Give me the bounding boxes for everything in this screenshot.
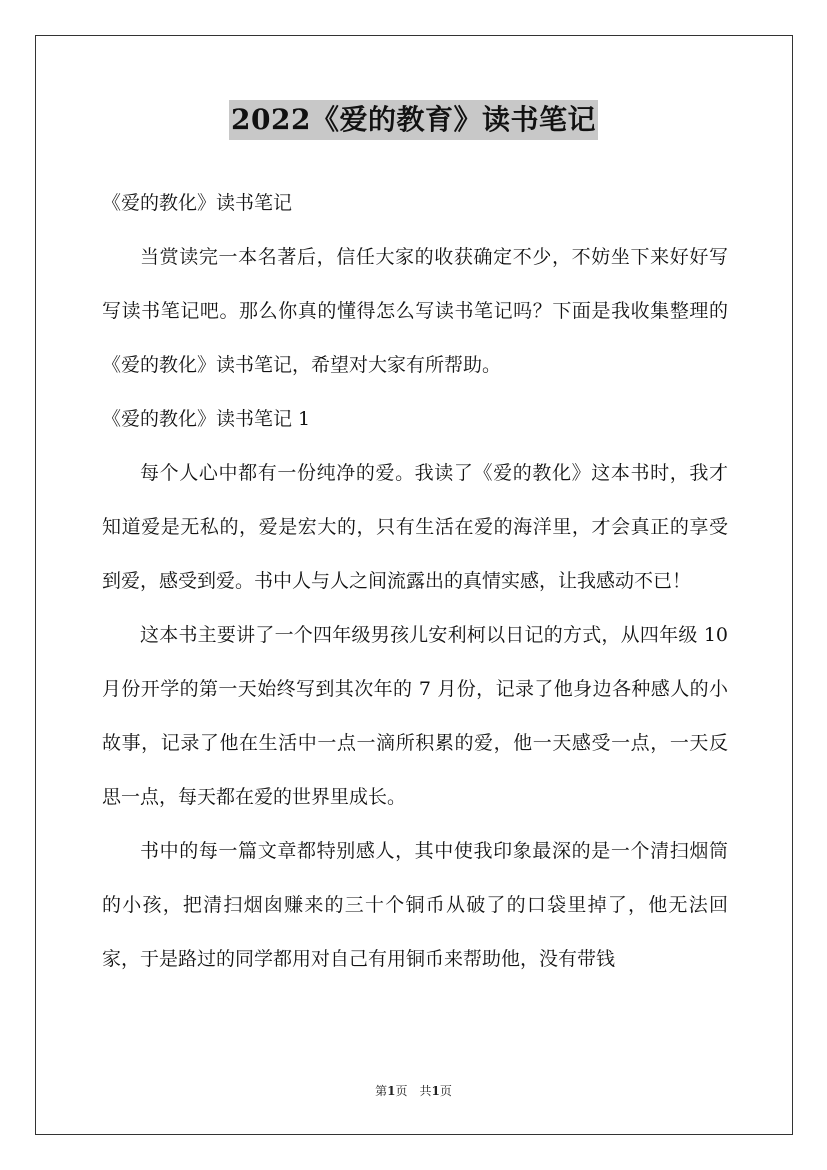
body-paragraph-3: 书中的每一篇文章都特别感人，其中使我印象最深的是一个清扫烟筒的小孩，把清扫烟囱赚来的三十个铜币从破了的口袋里掉了，他无法回家，于是路过的同学都用对自己有用铜币来帮助他，没有带钱 xyxy=(102,840,728,970)
intro-paragraph: 当赏读完一本名著后，信任大家的收获确定不少，不妨坐下来好好写写读书笔记吧。那么你真的懂得怎么写读书笔记吗？下面是我收集整理的《爱的教化》读书笔记，希望对大家有所帮助。 xyxy=(102,246,728,376)
intro-heading: 《爱的教化》读书笔记 xyxy=(102,192,293,214)
body-paragraph-2: 这本书主要讲了一个四年级男孩儿安利柯以日记的方式，从四年级 10 月份开学的第一天始终写到其次年的 7 月份，记录了他身边各种感人的小故事，记录了他在生活中一点一滴所积累的爱，他一天感受一点，一天反思一点，每天都在爱的世界里成长。 xyxy=(102,624,728,808)
section-heading-1: 《爱的教化》读书笔记 1 xyxy=(102,408,311,430)
page-footer xyxy=(0,1082,827,1099)
page-suffix: 页 xyxy=(439,1084,452,1098)
title-container xyxy=(0,100,827,140)
page-prefix: 第 xyxy=(375,1084,388,1098)
document-body xyxy=(102,176,728,986)
page-current: 1 xyxy=(387,1084,396,1098)
document-title: 2022《爱的教育》读书笔记 xyxy=(229,100,598,140)
page-total: 1 xyxy=(431,1084,440,1098)
page-mid: 页 共 xyxy=(395,1084,432,1098)
body-paragraph-1: 每个人心中都有一份纯净的爱。我读了《爱的教化》这本书时，我才知道爱是无私的，爱是宏大的，只有生活在爱的海洋里，才会真正的享受到爱，感受到爱。书中人与人之间流露出的真情实感，让我感动不已！ xyxy=(102,462,728,592)
